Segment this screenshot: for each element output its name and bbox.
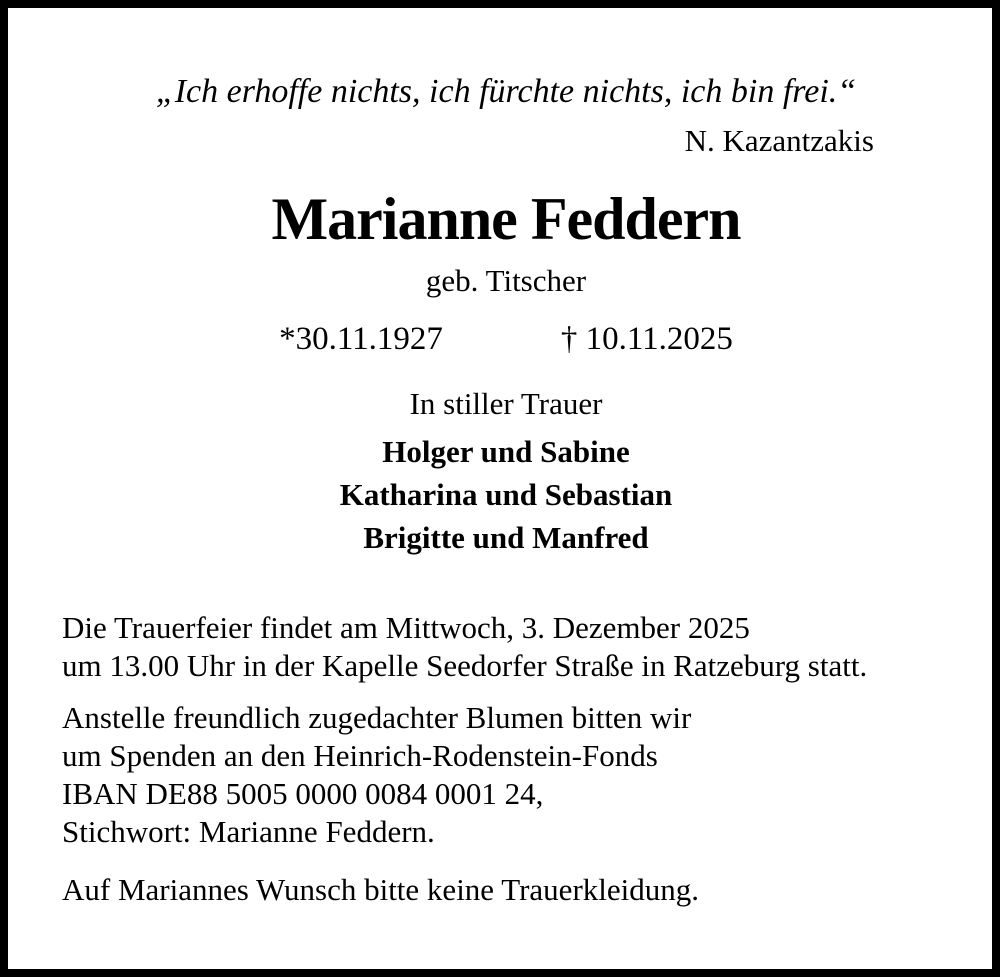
- funeral-line: Die Trauerfeier findet am Mittwoch, 3. Dezember 2025: [62, 609, 750, 645]
- death-date: † 10.11.2025: [560, 320, 733, 357]
- maiden-name: geb. Titscher: [425, 262, 587, 298]
- deceased-name: Marianne Feddern: [271, 185, 741, 252]
- funeral-details: [8, 609, 992, 685]
- mourners-list: [8, 430, 992, 559]
- donation-line: um Spenden an den Heinrich-Rodenstein-Fonds: [62, 737, 658, 773]
- donation-line iban-line: IBAN DE88 5005 0000 0084 0001 24,: [62, 775, 544, 811]
- donation-line: Anstelle freundlich zugedachter Blumen bitten wir: [62, 699, 692, 735]
- closing-request: Auf Mariannes Wunsch bitte keine Trauerkleidung.: [62, 871, 699, 907]
- donation-details: [8, 699, 992, 851]
- mourner-line: Brigitte und Manfred: [363, 519, 649, 555]
- mourner-line: Katharina und Sebastian: [339, 476, 673, 512]
- mourner-line: Holger und Sabine: [382, 433, 630, 469]
- quote-text: „Ich erhoffe nichts, ich fürchte nichts, ich bin frei.“: [155, 73, 857, 110]
- life-dates: [8, 321, 992, 358]
- obituary-content: [8, 72, 992, 977]
- birth-date: *30.11.1927: [279, 320, 443, 357]
- mourning-intro: In stiller Trauer: [409, 385, 603, 421]
- funeral-line: um 13.00 Uhr in der Kapelle Seedorfer Straße in Ratzeburg statt.: [62, 647, 868, 683]
- donation-line: Stichwort: Marianne Feddern.: [62, 813, 435, 849]
- quote-attribution: N. Kazantzakis: [684, 122, 874, 158]
